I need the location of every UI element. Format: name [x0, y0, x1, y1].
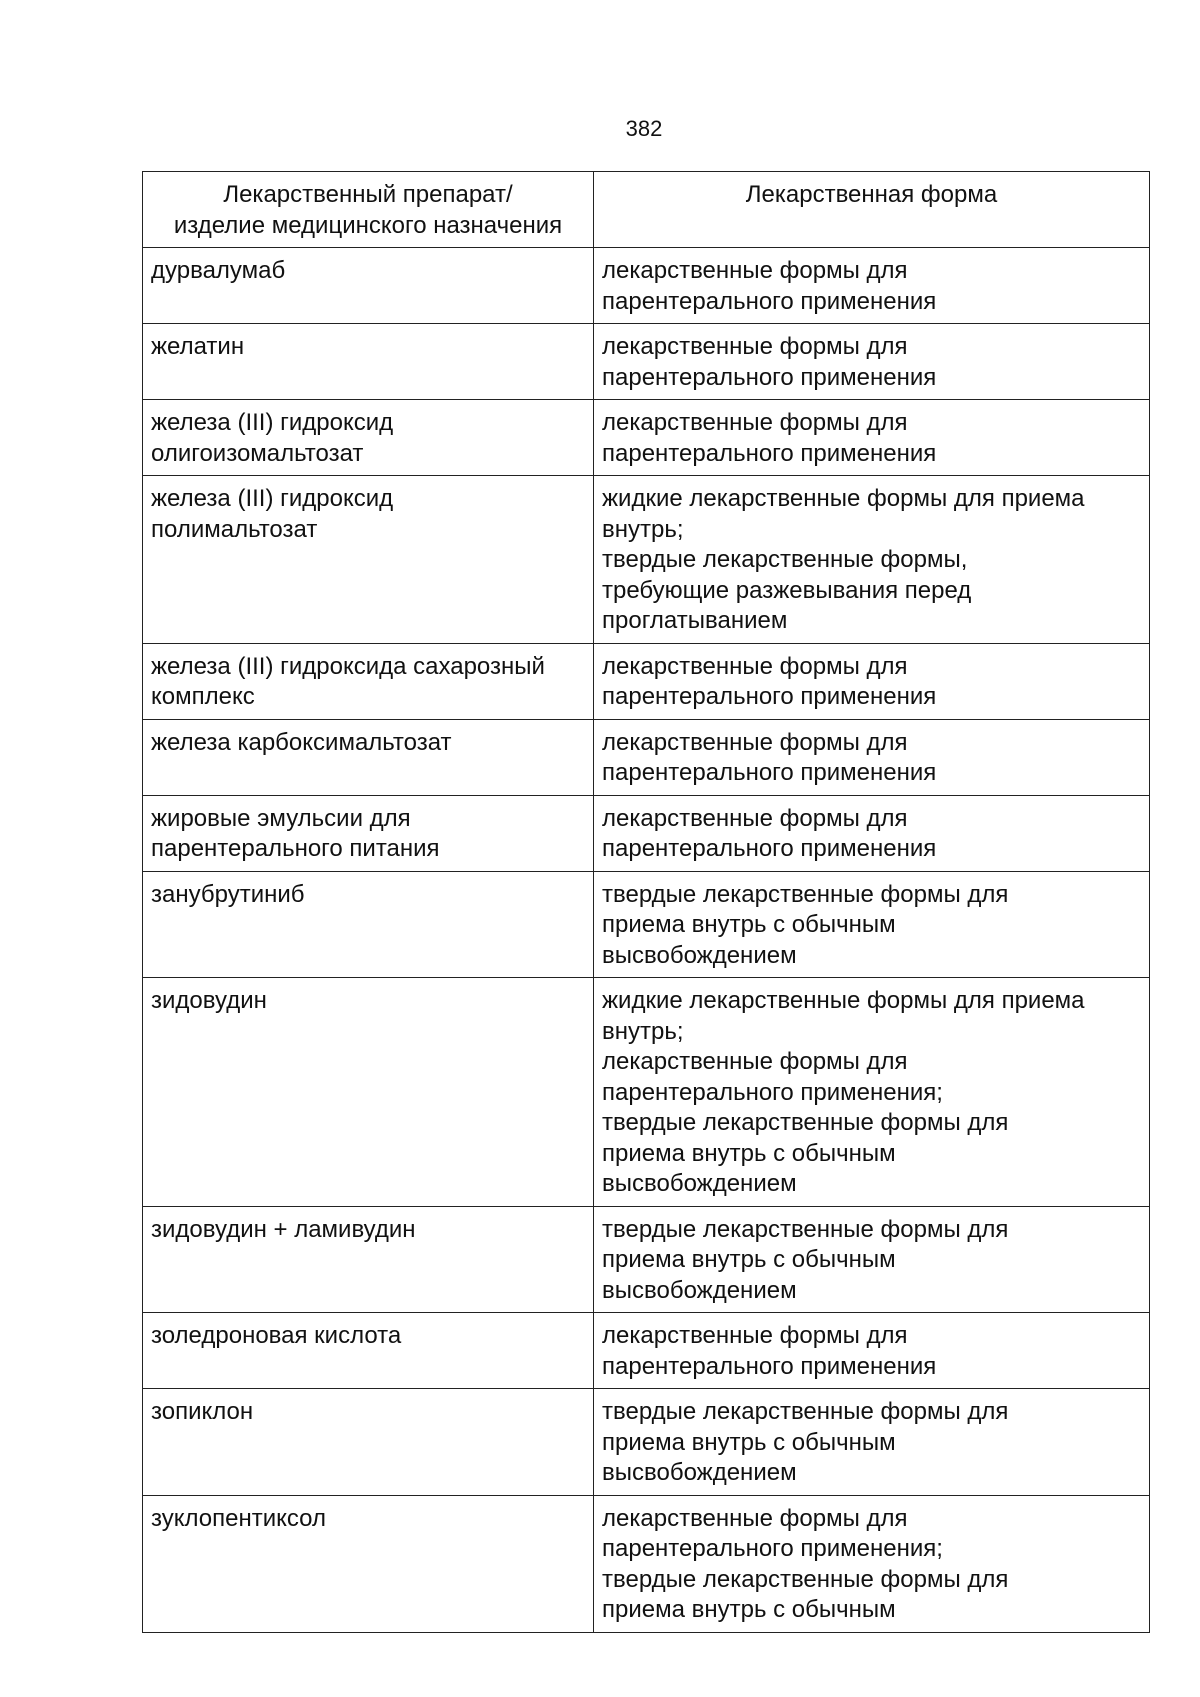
- table-header-row: [143, 172, 1150, 248]
- table-row: [143, 476, 1150, 644]
- dosage-form-cell: лекарственные формы для парентерального применения: [594, 400, 1150, 476]
- header-drug: Лекарственный препарат/ изделие медицинского назначения: [143, 172, 594, 248]
- table-row: [143, 1495, 1150, 1632]
- drug-name-cell: железа (III) гидроксид полимальтозат: [143, 476, 594, 644]
- page-number: 382: [625, 116, 663, 141]
- drug-name-cell: железа карбоксимальтозат: [143, 719, 594, 795]
- table-row: [143, 248, 1150, 324]
- drug-name-cell: дурвалумаб: [143, 248, 594, 324]
- dosage-form-cell: лекарственные формы для парентерального применения: [594, 719, 1150, 795]
- table-row: [143, 324, 1150, 400]
- table-row: [143, 643, 1150, 719]
- drug-name-cell: зопиклон: [143, 1389, 594, 1496]
- table-row: [143, 871, 1150, 978]
- dosage-form-cell: твердые лекарственные формы для приема внутрь с обычным высвобождением: [594, 1206, 1150, 1313]
- drug-name-cell: зидовудин + ламивудин: [143, 1206, 594, 1313]
- dosage-form-cell: лекарственные формы для парентерального применения: [594, 1313, 1150, 1389]
- dosage-form-cell: жидкие лекарственные формы для приема внутрь; твердые лекарственные формы, требующие разжевывания перед проглатыванием: [594, 476, 1150, 644]
- table-row: [143, 1389, 1150, 1496]
- drug-name-cell: желатин: [143, 324, 594, 400]
- table-row: [143, 795, 1150, 871]
- drug-name-cell: железа (III) гидроксида сахарозный комплекс: [143, 643, 594, 719]
- dosage-form-cell: лекарственные формы для парентерального применения: [594, 643, 1150, 719]
- dosage-form-cell: жидкие лекарственные формы для приема внутрь; лекарственные формы для парентерального применения; твердые лекарственные формы для приема внутрь с обычным высвобождением: [594, 978, 1150, 1207]
- drug-name-cell: золедроновая кислота: [143, 1313, 594, 1389]
- drug-table: [142, 171, 1150, 1633]
- dosage-form-cell: твердые лекарственные формы для приема внутрь с обычным высвобождением: [594, 1389, 1150, 1496]
- dosage-form-cell: лекарственные формы для парентерального применения: [594, 795, 1150, 871]
- drug-name-cell: зидовудин: [143, 978, 594, 1207]
- table-row: [143, 1313, 1150, 1389]
- drug-name-cell: зуклопентиксол: [143, 1495, 594, 1632]
- table-row: [143, 400, 1150, 476]
- dosage-form-cell: лекарственные формы для парентерального применения: [594, 324, 1150, 400]
- table-row: [143, 719, 1150, 795]
- header-form: Лекарственная форма: [594, 172, 1150, 248]
- drug-name-cell: жировые эмульсии для парентерального питания: [143, 795, 594, 871]
- table-row: [143, 978, 1150, 1207]
- drug-name-cell: железа (III) гидроксид олигоизомальтозат: [143, 400, 594, 476]
- table-row: [143, 1206, 1150, 1313]
- dosage-form-cell: лекарственные формы для парентерального применения: [594, 248, 1150, 324]
- dosage-form-cell: лекарственные формы для парентерального применения; твердые лекарственные формы для приема внутрь с обычным: [594, 1495, 1150, 1632]
- dosage-form-cell: твердые лекарственные формы для приема внутрь с обычным высвобождением: [594, 871, 1150, 978]
- drug-name-cell: занубрутиниб: [143, 871, 594, 978]
